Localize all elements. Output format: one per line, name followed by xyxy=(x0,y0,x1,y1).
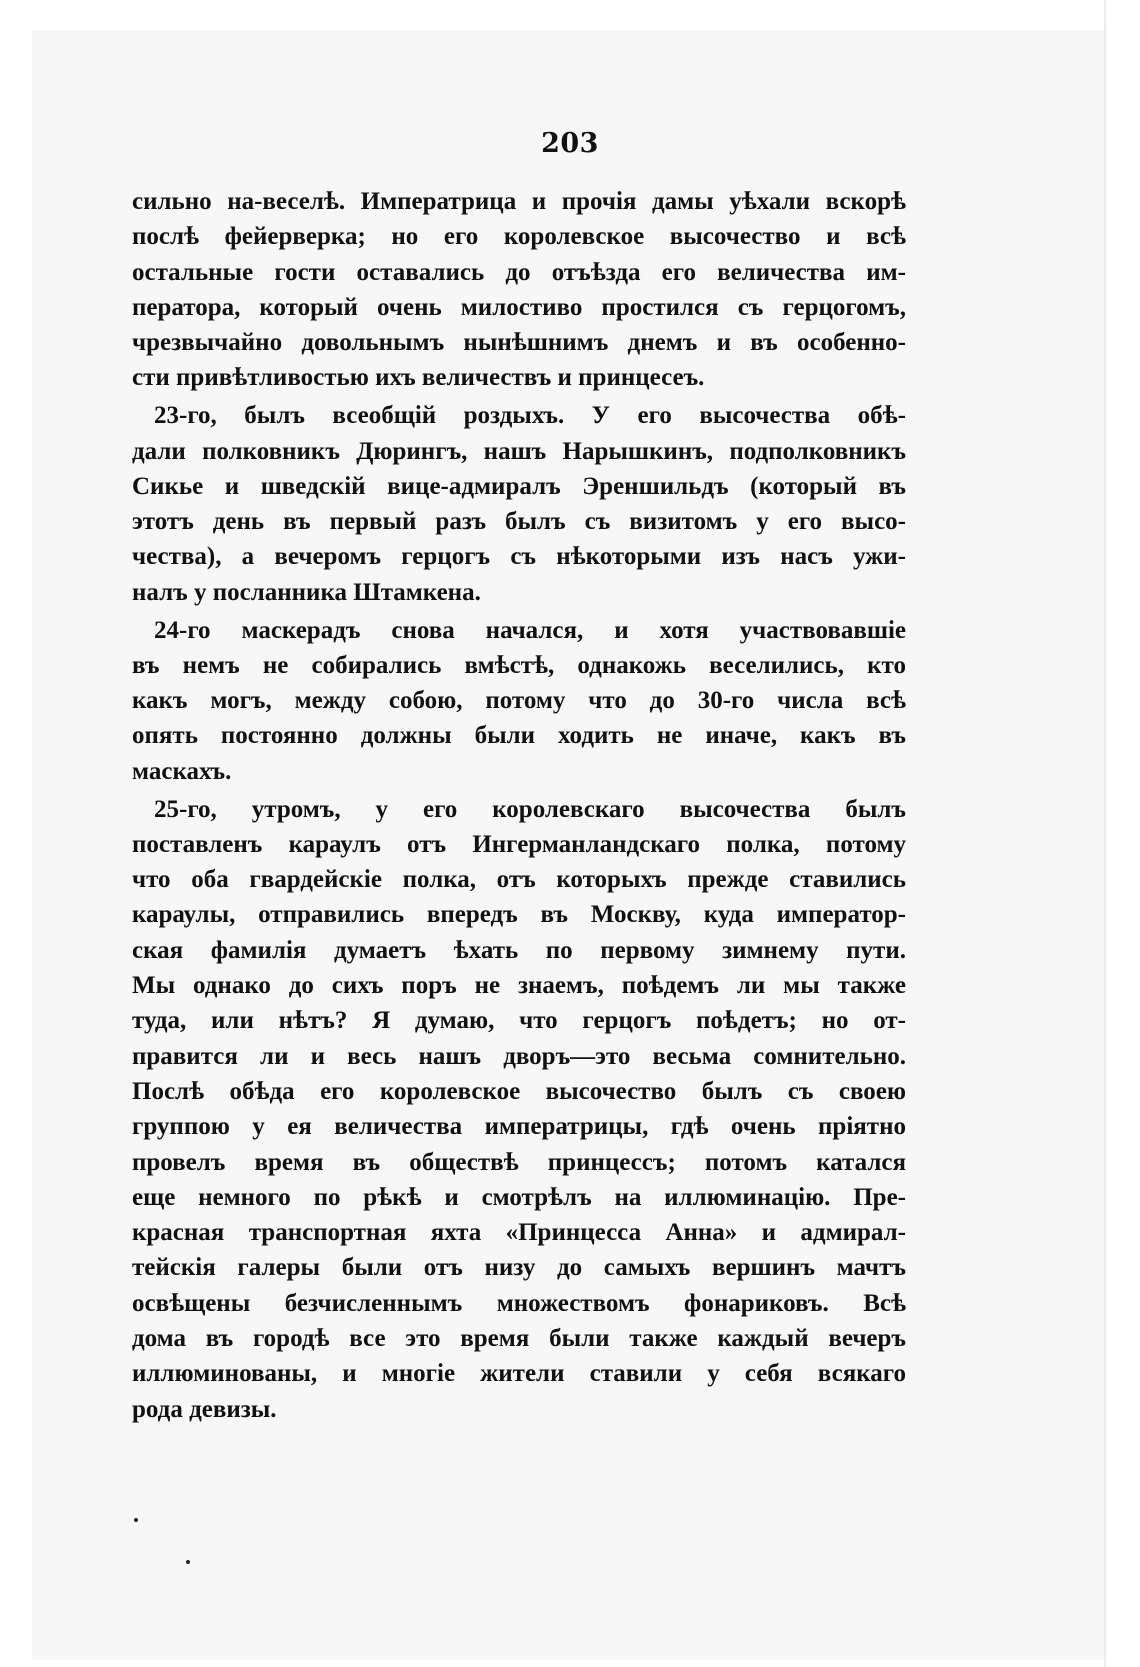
text-line: этотъ день въ первый разъ былъ съ визитомъ у его высо- xyxy=(132,508,906,536)
text-line: маскахъ. xyxy=(132,757,232,785)
text-line: правится ли и весь нашъ дворъ—это весьма сомнительно. xyxy=(132,1042,906,1070)
text-line: 25-го, утромъ, у его королевскаго высочества былъ xyxy=(154,795,906,823)
text-line: караулы, отправились впередъ въ Москву, куда император- xyxy=(132,901,906,929)
text-line: въ немъ не собирались вмѣстѣ, однакожь веселились, кто xyxy=(132,651,906,679)
paragraph xyxy=(132,613,906,789)
text-line: группою у ея величества императрицы, гдѣ очень пріятно xyxy=(132,1113,906,1141)
text-line: освѣщены безчисленнымъ множествомъ фонариковъ. Всѣ xyxy=(132,1289,906,1317)
text-line: остальные гости оставались до отъѣзда его величества им- xyxy=(132,258,906,286)
text-line: налъ у посланника Штамкена. xyxy=(132,578,481,606)
text-line: дома въ городѣ все это время были также каждый вечеръ xyxy=(132,1325,906,1352)
paragraph xyxy=(132,792,906,1427)
text-line: опять постоянно должны были ходить не иначе, какъ въ xyxy=(132,722,906,750)
text-line: какъ могъ, между собою, потому что до 30-го числа всѣ xyxy=(132,687,906,715)
text-line: послѣ фейерверка; но его королевское высочество и всѣ xyxy=(132,223,906,251)
text-line: что оба гвардейскіе полка, отъ которыхъ прежде ставились xyxy=(132,866,906,894)
paragraph xyxy=(132,398,906,610)
body-text xyxy=(132,184,906,1429)
text-line: ператора, который очень милостиво простился съ герцогомъ, xyxy=(132,293,906,321)
text-line: 24-го маскерадъ снова начался, и хотя участвовавшіе xyxy=(154,616,906,644)
text-line: 23-го, былъ всеобщій роздыхъ. У его высочества обѣ- xyxy=(154,402,906,430)
text-line: тейскія галеры были отъ низу до самыхъ вершинъ мачтъ xyxy=(132,1254,906,1282)
text-line: красная транспортная яхта «Принцесса Анна» и адмирал- xyxy=(132,1219,906,1247)
scan-speck xyxy=(134,1518,138,1522)
text-line: Сикье и шведскій вице-адмиралъ Эреншильдъ (который въ xyxy=(132,472,906,500)
text-line: чества), а вечеромъ герцогъ съ нѣкоторыми изъ насъ ужи- xyxy=(132,543,906,571)
text-line: еще немного по рѣкѣ и смотрѣлъ на иллюминацію. Пре- xyxy=(132,1183,906,1211)
page-edge xyxy=(1104,0,1106,1667)
text-line: иллюминованы, и многіе жители ставили у себя всякаго xyxy=(132,1360,906,1388)
paragraph xyxy=(132,184,906,396)
text-line: дали полковникъ Дюрингъ, нашъ Нарышкинъ, подполковникъ xyxy=(132,437,906,465)
text-line: рода девизы. xyxy=(132,1395,277,1423)
text-line: сильно на-веселѣ. Императрица и прочія дамы уѣхали вскорѣ xyxy=(132,188,906,215)
text-line: сти привѣтливостью ихъ величествъ и принцесеъ. xyxy=(132,364,705,392)
scan-speck xyxy=(186,1560,190,1564)
text-line: Мы однако до сихъ поръ не знаемъ, поѣдемъ ли мы также xyxy=(132,972,906,1000)
text-line: ская фамилія думаетъ ѣхать по первому зимнему пути. xyxy=(132,936,906,964)
text-line: поставленъ караулъ отъ Ингерманландскаго полка, потому xyxy=(132,830,906,858)
text-line: Послѣ обѣда его королевское высочество былъ съ своею xyxy=(132,1077,906,1105)
text-line: чрезвычайно довольнымъ нынѣшнимъ днемъ и въ особенно- xyxy=(132,329,906,357)
text-line: туда, или нѣтъ? Я думаю, что герцогъ поѣдетъ; но от- xyxy=(132,1007,906,1035)
page-number: 203 xyxy=(541,128,599,159)
text-line: провелъ время въ обществѣ принцессъ; потомъ катался xyxy=(132,1148,906,1176)
